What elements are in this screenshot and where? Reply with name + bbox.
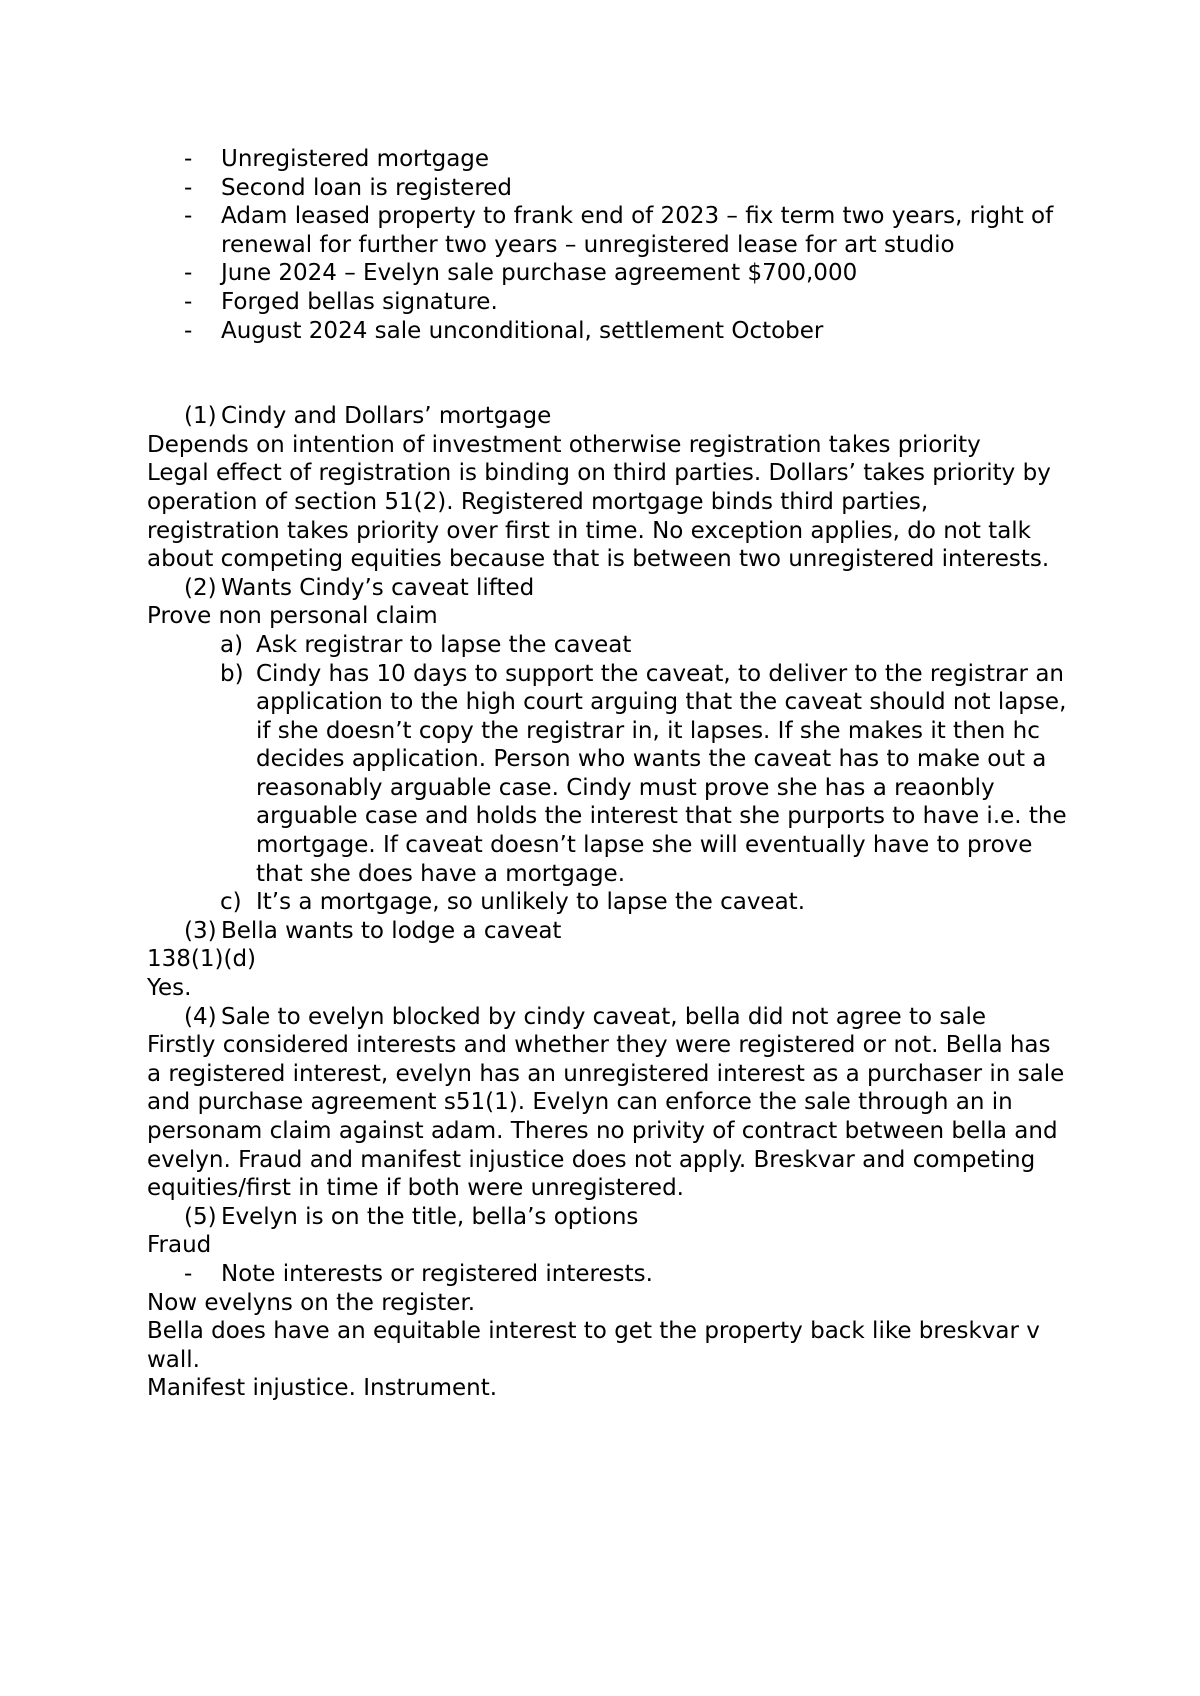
question-4-heading <box>147 1003 1067 1032</box>
question-5-heading <box>147 1203 1067 1232</box>
list-item <box>147 145 1067 174</box>
dash-marker: - <box>184 146 193 172</box>
paragraph: Depends on intention of investment otherwise registration takes priority <box>147 431 981 458</box>
list-item-text: June 2024 – Evelyn sale purchase agreement $700,000 <box>221 260 858 287</box>
list-item-text: Second loan is registered <box>221 174 513 201</box>
document-body <box>147 145 1067 1403</box>
list-item-text: It’s a mortgage, so unlikely to lapse the caveat. <box>256 889 806 916</box>
question-number: (5) <box>184 1203 217 1230</box>
paragraph: Yes. <box>147 975 192 1002</box>
dash-marker: - <box>184 1260 193 1287</box>
dash-marker: - <box>184 203 193 230</box>
list-item-text: August 2024 sale unconditional, settlement October <box>221 317 824 344</box>
question-number: (2) <box>184 574 217 601</box>
paragraph: Now evelyns on the register. <box>147 1289 476 1316</box>
list-item-text: Cindy has 10 days to support the caveat, to deliver to the registrar an application to the high court arguing that the caveat should not lapse, if she doesn’t copy the registrar in, it lapses. If she makes it then hc decides application. Person who wants the caveat has to make out a reasonably arguable case. Cindy must prove she has a reaonbly arguable case and holds the interest that she purports to have i.e. the mortgage. If caveat doesn’t lapse she will eventually have to prove that she does have a mortgage. <box>256 660 1067 887</box>
question-title: Bella wants to lodge a caveat <box>221 917 562 944</box>
list-item-text: Ask registrar to lapse the caveat <box>256 631 632 658</box>
list-item <box>147 317 1067 346</box>
dash-marker: - <box>184 317 193 344</box>
question-2-heading <box>147 574 1067 603</box>
caveat-steps-list <box>147 631 1067 917</box>
note-list <box>147 1260 1067 1289</box>
list-item-text: Adam leased property to frank end of 2023 – fix term two years, right of renewal for further two years – unregistered lease for art studio <box>221 203 1054 258</box>
question-title: Sale to evelyn blocked by cindy caveat, bella did not agree to sale <box>221 1003 986 1030</box>
question-3-heading <box>147 917 1067 946</box>
list-item-text: Unregistered mortgage <box>221 146 490 172</box>
spacer <box>147 345 1067 402</box>
list-item <box>147 660 1067 889</box>
paragraph: Manifest injustice. Instrument. <box>147 1375 498 1402</box>
question-1-heading <box>147 402 1067 431</box>
paragraph: Bella does have an equitable interest to get the property back like breskvar v wall. <box>147 1318 1040 1373</box>
question-title: Cindy and Dollars’ mortgage <box>221 403 552 430</box>
question-number: (4) <box>184 1003 217 1030</box>
dash-marker: - <box>184 288 193 315</box>
list-item <box>147 888 1067 917</box>
paragraph: Legal effect of registration is binding on third parties. Dollars’ takes priority by operation of section 51(2). Registered mortgage binds third parties, registration takes priority over first in time. No exception applies, do not talk about competing equities because that is between two unregistered interests. <box>147 460 1051 573</box>
paragraph: 138(1)(d) <box>147 946 257 973</box>
paragraph: Fraud <box>147 1232 212 1259</box>
dash-marker: - <box>184 174 193 201</box>
question-title: Wants Cindy’s caveat lifted <box>221 574 535 601</box>
list-marker: a) <box>220 631 244 658</box>
list-marker: b) <box>220 660 244 687</box>
list-marker: c) <box>220 889 242 916</box>
list-item <box>147 174 1067 203</box>
list-item <box>147 288 1067 317</box>
list-item-text: Forged bellas signature. <box>221 288 498 315</box>
question-title: Evelyn is on the title, bella’s options <box>221 1203 639 1230</box>
paragraph: Firstly considered interests and whether they were registered or not. Bella has a registered interest, evelyn has an unregistered interest as a purchaser in sale and purchase agreement s51(1). Evelyn can enforce the sale through an in personam claim against adam. Theres no privity of contract between bella and evelyn. Fraud and manifest injustice does not apply. Breskvar and competing equities/first in time if both were unregistered. <box>147 1032 1065 1202</box>
list-item-text: Note interests or registered interests. <box>221 1260 653 1287</box>
list-item <box>147 1260 1067 1289</box>
dash-marker: - <box>184 260 193 287</box>
list-item <box>147 202 1067 259</box>
list-item <box>147 259 1067 288</box>
facts-list <box>147 145 1067 345</box>
question-number: (3) <box>184 917 217 944</box>
paragraph: Prove non personal claim <box>147 603 438 630</box>
list-item <box>147 631 1067 660</box>
question-number: (1) <box>184 403 217 430</box>
